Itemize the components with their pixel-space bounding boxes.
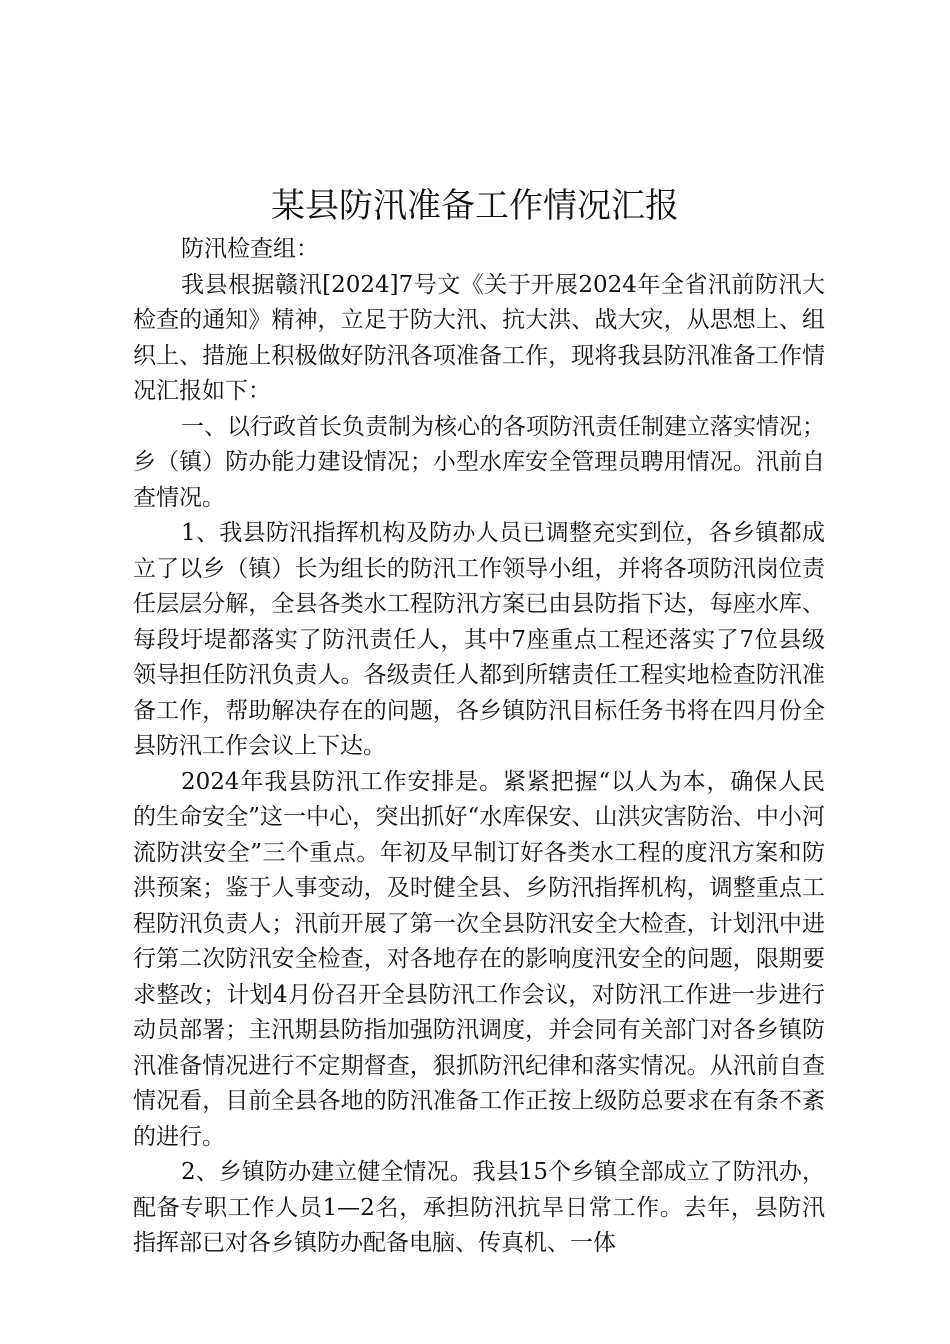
salutation: 防汛检查组： (181, 236, 319, 262)
document-title: 某县防汛准备工作情况汇报 (271, 186, 679, 226)
paragraph-intro: 我县根据赣汛[2024]7号文《关于开展2024年全省汛前防汛大检查的通知》精神，立足于防大汛、抗大洪、战大灾，从思想上、组织上、措施上积极做好防汛各项准备工作，现将我县防汛准备工作情况汇报如下： (133, 271, 825, 404)
paragraph-section-1-heading: 一、以行政首长负责制为核心的各项防汛责任制建立落实情况；乡（镇）防办能力建设情况；小型水库安全管理员聘用情况。汛前自查情况。 (133, 413, 825, 511)
paragraph-2024-plan: 2024年我县防汛工作安排是。紧紧把握“以人为本，确保人民的生命安全”这一中心，突出抓好“水库保安、山洪灾害防治、中小河流防洪安全”三个重点。年初及早制订好各类水工程的度汛方案和防洪预案；鉴于人事变动，及时健全县、乡防汛指挥机构，调整重点工程防汛负责人；汛前开展了第一次全县防汛安全大检查，计划汛中进行第二次防汛安全检查，对各地存在的影响度汛安全的问题，限期要求整改；计划4月份召开全县防汛工作会议，对防汛工作进一步进行动员部署；主汛期县防指加强防汛调度，并会同有关部门对各乡镇防汛准备情况进行不定期督查，狠抓防汛纪律和落实情况。从汛前自查情况看，目前全县各地的防汛准备工作正按上级防总要求在有条不紊的进行。 (133, 768, 825, 1150)
document-body (133, 232, 825, 1262)
paragraph-item-1: 1、我县防汛指挥机构及防办人员已调整充实到位，各乡镇都成立了以乡（镇）长为组长的防汛工作领导小组，并将各项防汛岗位责任层层分解，全县各类水工程防汛方案已由县防指下达，每座水库、每段圩堤都落实了防汛责任人，其中7座重点工程还落实了7位县级领导担任防汛负责人。各级责任人都到所辖责任工程实地检查防汛准备工作，帮助解决存在的问题，各乡镇防汛目标任务书将在四月份全县防汛工作会议上下达。 (133, 520, 825, 759)
paragraph-item-2: 2、乡镇防办建立健全情况。我县15个乡镇全部成立了防汛办，配备专职工作人员1—2名，承担防汛抗旱日常工作。去年，县防汛指挥部已对各乡镇防办配备电脑、传真机、一体 (133, 1159, 825, 1256)
